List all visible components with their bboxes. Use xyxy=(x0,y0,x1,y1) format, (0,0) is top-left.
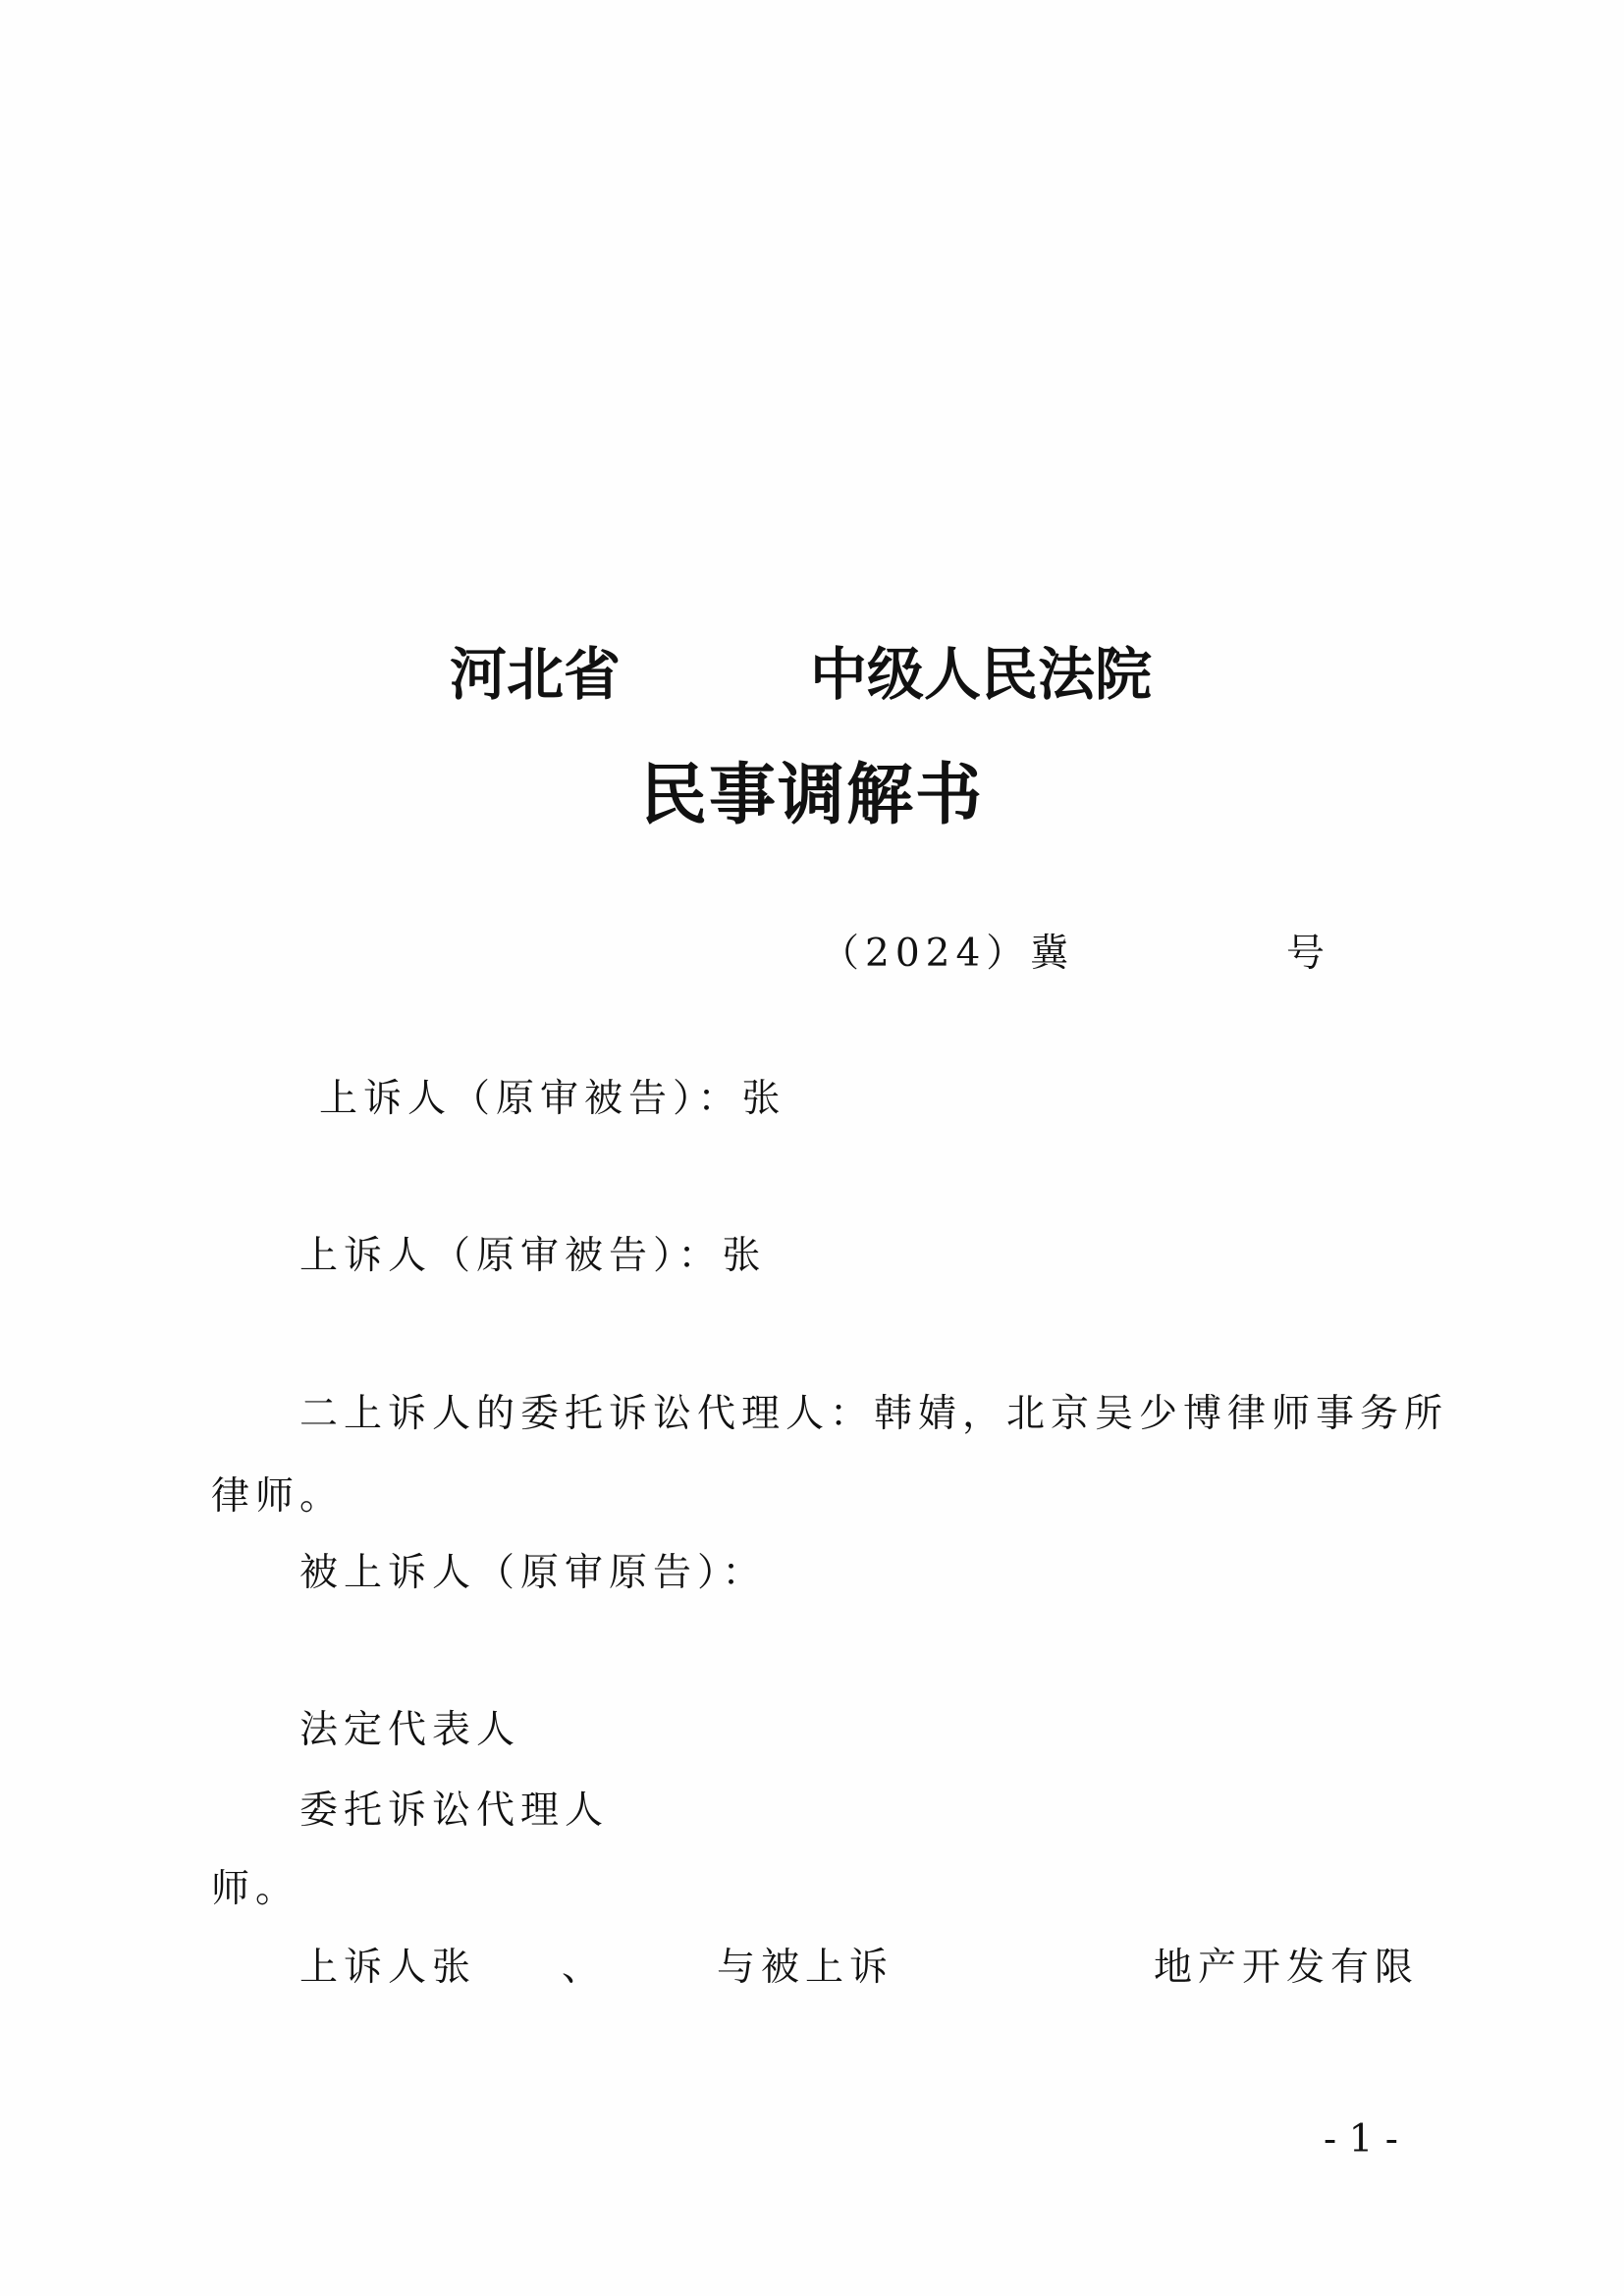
case-summary-segment: 地产开发有限 xyxy=(1154,1946,1420,1990)
case-number-suffix: 号 xyxy=(1286,932,1331,976)
legal-representative-line: 法定代表人 xyxy=(299,1708,521,1752)
case-number-prefix: （2024）冀 xyxy=(821,932,1075,976)
appellant-2-line: 上诉人（原审被告）：张 xyxy=(299,1234,767,1278)
case-summary-segment: 上诉人张 xyxy=(299,1946,477,1990)
appellant-1-line: 上诉人（原审被告）：张 xyxy=(319,1077,786,1121)
appellant-agent-line-continued: 律师。 xyxy=(211,1474,345,1519)
entrusted-agent-line: 委托诉讼代理人 xyxy=(299,1789,610,1833)
appellant-agent-line: 二上诉人的委托诉讼代理人：韩婧，北京吴少博律师事务所 xyxy=(299,1392,1449,1436)
court-province: 河北省 xyxy=(450,641,622,708)
case-summary-segment: 与被上诉 xyxy=(717,1946,894,1990)
entrusted-agent-line-continued: 师。 xyxy=(211,1867,300,1911)
court-name: 中级人民法院 xyxy=(810,641,1153,708)
appellee-line: 被上诉人（原审原告）： xyxy=(299,1551,767,1595)
page-number: - 1 - xyxy=(1324,2117,1398,2162)
document-title: 民事调解书 xyxy=(639,756,984,834)
case-summary-segment: 、 xyxy=(562,1946,607,1990)
